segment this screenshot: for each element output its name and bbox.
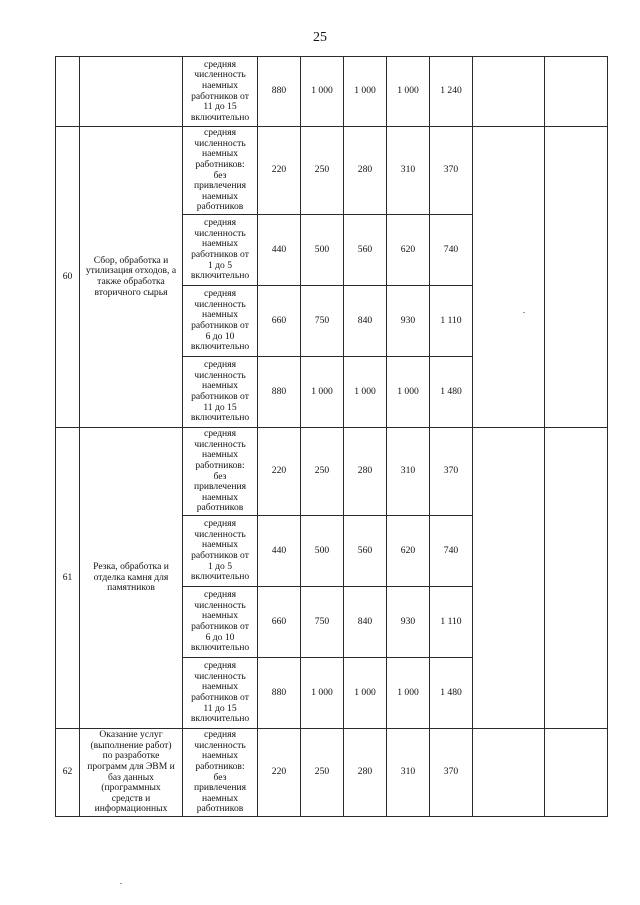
value-cell: 1 480: [430, 658, 473, 729]
value-cell: 1 110: [430, 587, 473, 658]
value-cell: 500: [301, 516, 344, 587]
value-cell: 1 000: [344, 357, 387, 428]
value-cell: 1 000: [344, 658, 387, 729]
employee-range-cell: средняя численность наемных работников: без привлечения наемных работников: [183, 127, 258, 215]
value-cell: 660: [258, 587, 301, 658]
value-cell: 310: [387, 127, 430, 215]
table-row: [56, 428, 608, 516]
value-cell: 1 110: [430, 286, 473, 357]
activity-cell: Сбор, обработка и утилизация отходов, а также обработка вторичного сырья: [80, 127, 183, 428]
table-row: [56, 729, 608, 817]
item-number-cell: [56, 57, 80, 127]
activity-cell: Резка, обработка и отделка камня для памятников: [80, 428, 183, 729]
value-cell: 750: [301, 587, 344, 658]
value-cell: 1 480: [430, 357, 473, 428]
employee-range-cell: средняя численность наемных работников от 11 до 15 включительно: [183, 57, 258, 127]
empty-cell: [473, 57, 545, 127]
value-cell: 250: [301, 428, 344, 516]
value-cell: 220: [258, 127, 301, 215]
value-cell: 250: [301, 729, 344, 817]
value-cell: 500: [301, 215, 344, 286]
empty-cell: [473, 127, 545, 428]
value-cell: 740: [430, 516, 473, 587]
value-cell: 280: [344, 729, 387, 817]
value-cell: 220: [258, 729, 301, 817]
empty-cell: [473, 729, 545, 817]
value-cell: 280: [344, 127, 387, 215]
value-cell: 1 000: [387, 57, 430, 127]
value-cell: 880: [258, 658, 301, 729]
employee-range-cell: средняя численность наемных работников: без привлечения наемных работников: [183, 428, 258, 516]
value-cell: 930: [387, 587, 430, 658]
table-row: [56, 57, 608, 127]
activity-cell: [80, 57, 183, 127]
value-cell: 620: [387, 516, 430, 587]
tax-rate-table: [55, 56, 608, 817]
value-cell: 310: [387, 729, 430, 817]
value-cell: 1 000: [344, 57, 387, 127]
empty-cell: [545, 729, 608, 817]
value-cell: 440: [258, 215, 301, 286]
value-cell: 370: [430, 428, 473, 516]
employee-range-cell: средняя численность наемных работников от 11 до 15 включительно: [183, 658, 258, 729]
value-cell: 220: [258, 428, 301, 516]
empty-cell: [473, 428, 545, 729]
value-cell: 1 000: [301, 57, 344, 127]
value-cell: 930: [387, 286, 430, 357]
employee-range-cell: средняя численность наемных работников от 1 до 5 включительно: [183, 215, 258, 286]
item-number-cell: 60: [56, 127, 80, 428]
value-cell: 370: [430, 729, 473, 817]
table-row: [56, 127, 608, 215]
scan-speck: [523, 312, 525, 313]
employee-range-cell: средняя численность наемных работников от 1 до 5 включительно: [183, 516, 258, 587]
value-cell: 880: [258, 57, 301, 127]
value-cell: 370: [430, 127, 473, 215]
value-cell: 250: [301, 127, 344, 215]
value-cell: 310: [387, 428, 430, 516]
empty-cell: [545, 57, 608, 127]
value-cell: 560: [344, 516, 387, 587]
scan-speck: [120, 883, 122, 884]
value-cell: 880: [258, 357, 301, 428]
employee-range-cell: средняя численность наемных работников от 6 до 10 включительно: [183, 587, 258, 658]
empty-cell: [545, 127, 608, 428]
value-cell: 280: [344, 428, 387, 516]
value-cell: 840: [344, 587, 387, 658]
value-cell: 1 000: [301, 658, 344, 729]
activity-cell: Оказание услуг (выполнение работ) по разработке программ для ЭВМ и баз данных (программных средств и информационных: [80, 729, 183, 817]
item-number-cell: 62: [56, 729, 80, 817]
value-cell: 440: [258, 516, 301, 587]
value-cell: 1 000: [301, 357, 344, 428]
value-cell: 660: [258, 286, 301, 357]
page-number: 25: [313, 30, 327, 45]
value-cell: 750: [301, 286, 344, 357]
value-cell: 840: [344, 286, 387, 357]
value-cell: 620: [387, 215, 430, 286]
value-cell: 1 240: [430, 57, 473, 127]
item-number-cell: 61: [56, 428, 80, 729]
employee-range-cell: средняя численность наемных работников от 6 до 10 включительно: [183, 286, 258, 357]
value-cell: 560: [344, 215, 387, 286]
value-cell: 1 000: [387, 658, 430, 729]
value-cell: 740: [430, 215, 473, 286]
empty-cell: [545, 428, 608, 729]
employee-range-cell: средняя численность наемных работников от 11 до 15 включительно: [183, 357, 258, 428]
value-cell: 1 000: [387, 357, 430, 428]
employee-range-cell: средняя численность наемных работников: без привлечения наемных работников: [183, 729, 258, 817]
